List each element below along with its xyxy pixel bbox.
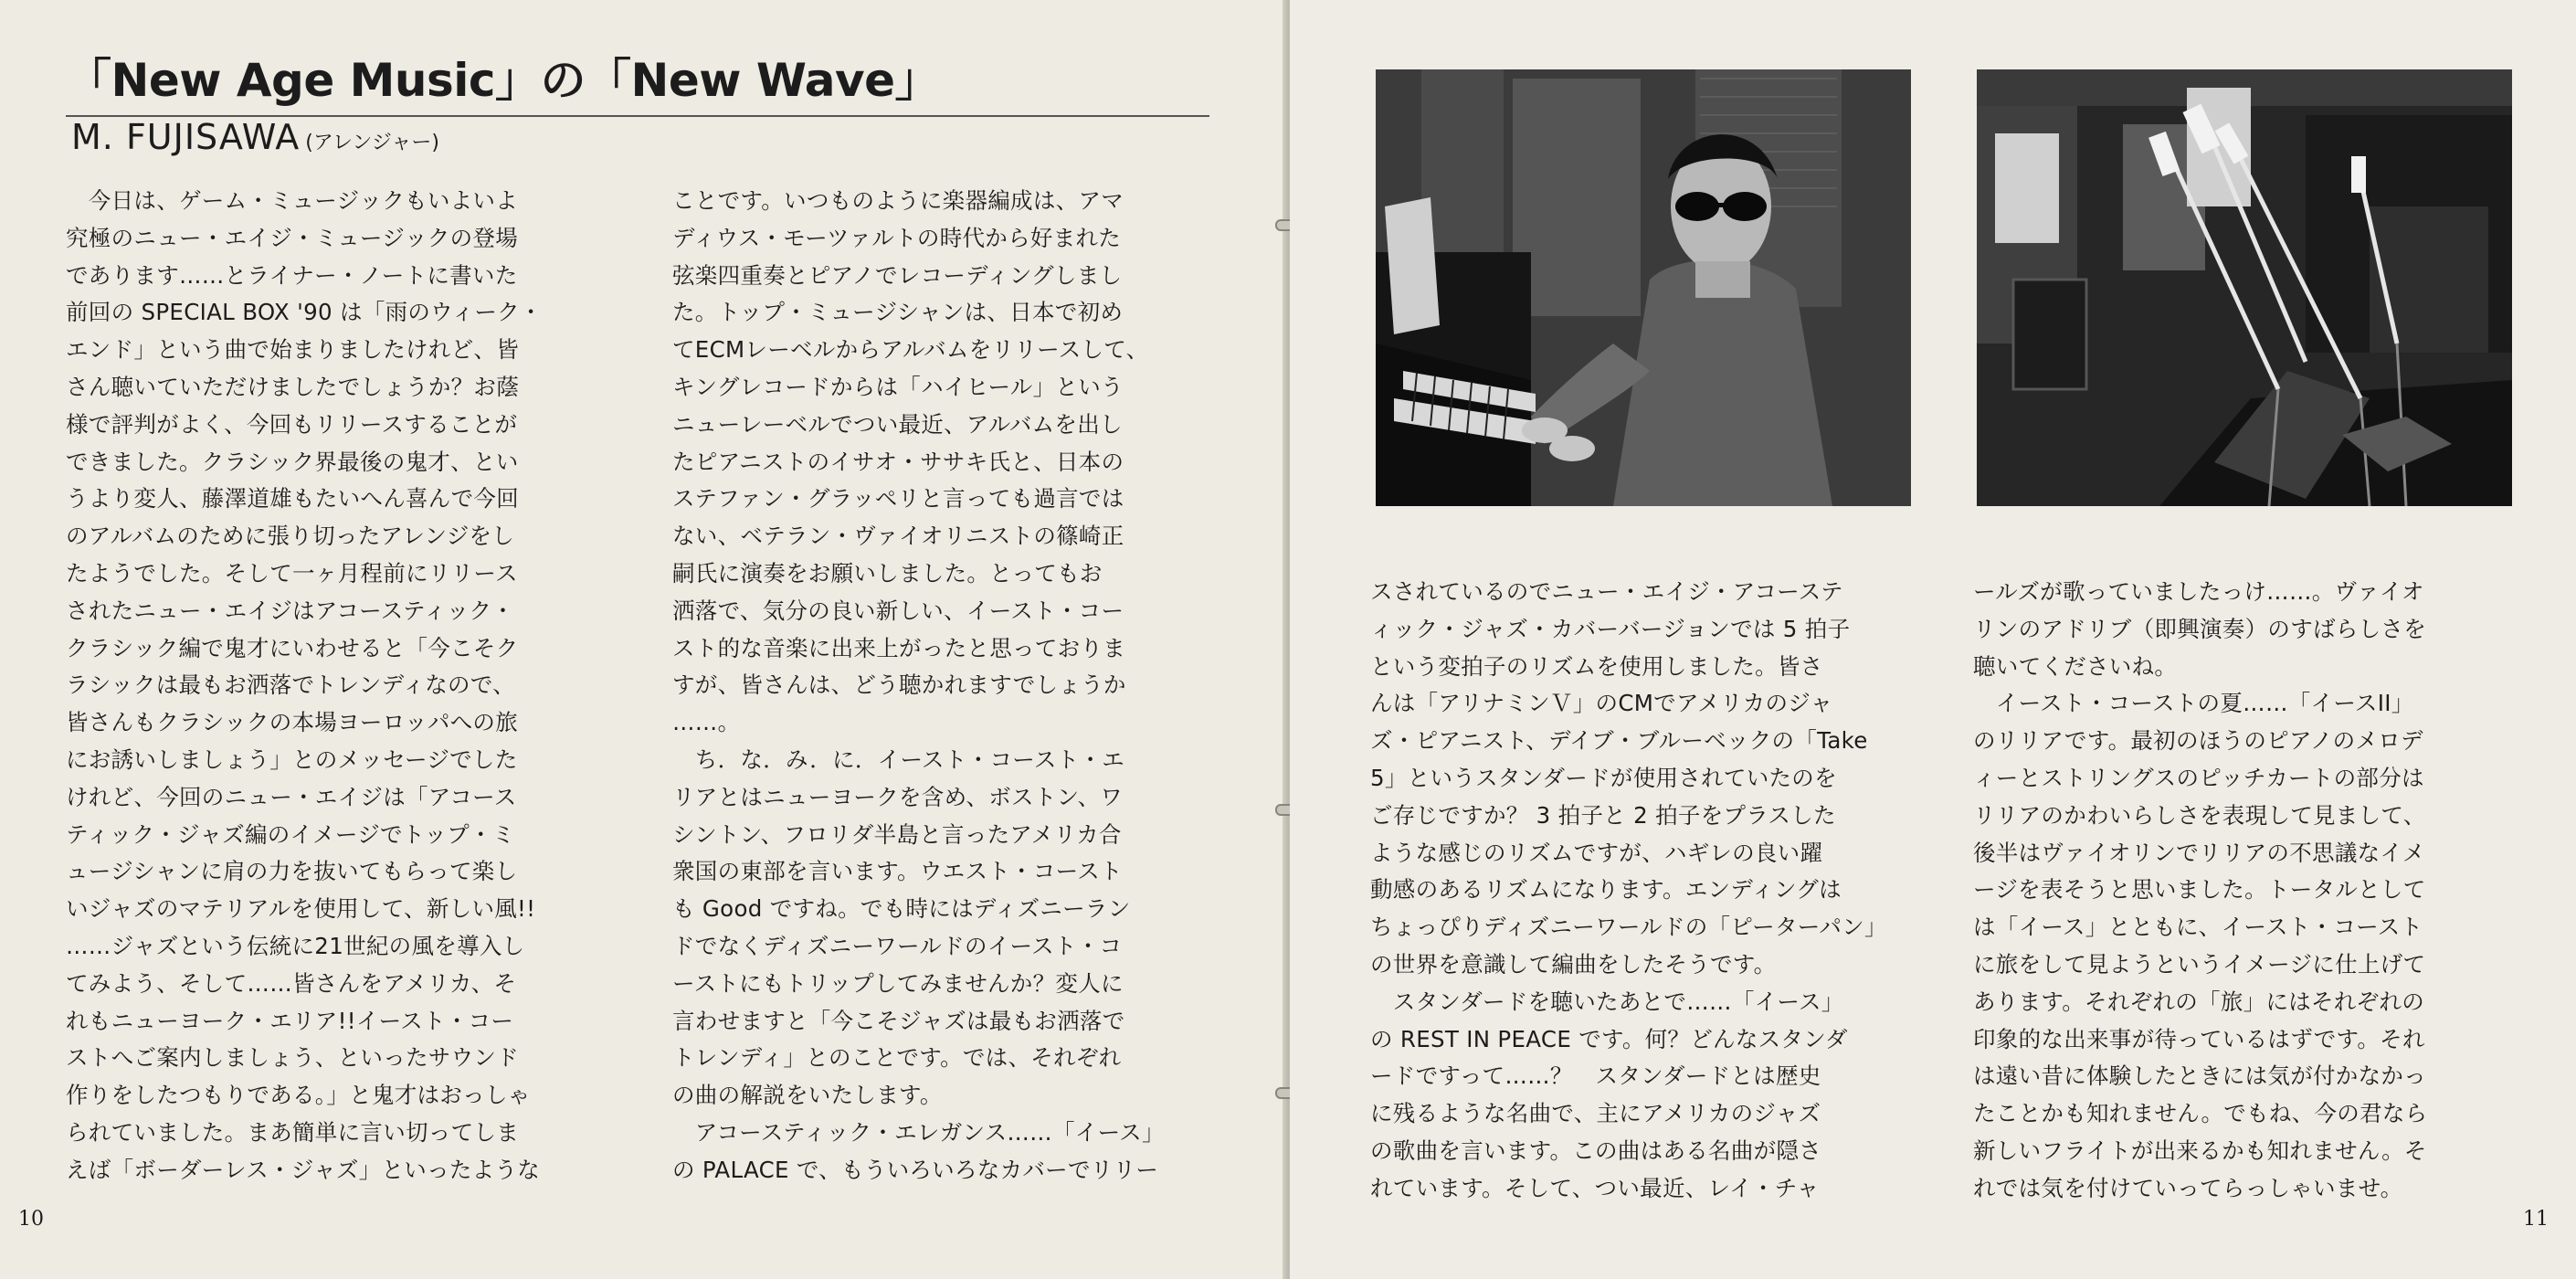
text-line: の曲の解説をいたします。 bbox=[672, 1082, 943, 1109]
text-column-1 bbox=[66, 183, 614, 1189]
author-name: M. FUJISAWA bbox=[71, 117, 301, 157]
text-line: ことです。いつものように楽器編成は、アマ bbox=[672, 187, 1124, 214]
text-line: の PALACE で、もういろいろなカバーでリリー bbox=[672, 1156, 1159, 1183]
text-line: 新しいフライトが出来るかも知れません。そ bbox=[1973, 1136, 2427, 1164]
text-line: れています。そして、つい最近、レイ・チャ bbox=[1370, 1174, 1820, 1201]
text-line: ィック・ジャズ・カバーバージョンでは 5 拍子 bbox=[1370, 615, 1851, 642]
text-line: できました。クラシック界最後の鬼才、とい bbox=[66, 448, 519, 475]
text-line: ドでなくディズニーワールドのイースト・コ bbox=[672, 932, 1123, 959]
text-line: の REST IN PEACE です。何？どんなスタンダ bbox=[1370, 1025, 1848, 1052]
text-line: ージを表そうと思いました。トータルとして bbox=[1973, 876, 2426, 904]
text-line: た。トップ・ミュージシャンは、日本で初め bbox=[672, 299, 1124, 326]
text-line: あります。それぞれの「旅」にはそれぞれの bbox=[1973, 988, 2425, 1015]
text-column-3 bbox=[1370, 574, 1918, 1208]
pianist-photo bbox=[1376, 69, 1911, 506]
text-line: スト的な音楽に出来上がったと思っておりま bbox=[672, 634, 1125, 661]
text-line: てみよう、そして……皆さんをアメリカ、そ bbox=[66, 969, 517, 997]
text-line: 衆国の東部を言います。ウエスト・コースト bbox=[672, 858, 1123, 885]
text-line: 印象的な出来事が待っているはずです。それ bbox=[1973, 1025, 2425, 1052]
text-line: という変拍子のリズムを使用しました。皆さ bbox=[1370, 652, 1823, 680]
text-line: スタンダードを聴いたあとで……「イース」 bbox=[1370, 988, 1844, 1015]
text-line: も Good ですね。でも時にはディズニーラン bbox=[672, 895, 1131, 923]
text-line: たようでした。そして一ヶ月程前にリリース bbox=[66, 559, 518, 587]
text-line: ードですって……？ スタンダードとは歴史 bbox=[1370, 1062, 1821, 1090]
text-line: リアとはニューヨークを含め、ボストン、ワ bbox=[672, 783, 1124, 810]
text-line: さん聴いていただけましたでしょうか？お蔭 bbox=[66, 373, 519, 400]
text-line: 作りをしたつもりである。」と鬼才はおっしゃ bbox=[66, 1082, 531, 1109]
text-line: ズ・ピアニスト、デイブ・ブルーベックの「Take bbox=[1370, 727, 1868, 755]
text-line: いジャズのマテリアルを使用して、新しい風!! bbox=[66, 895, 536, 923]
text-line: されたニュー・エイジはアコースティック・ bbox=[66, 597, 515, 624]
text-line: のリリアです。最初のほうのピアノのメロデ bbox=[1973, 727, 2423, 755]
text-line: の歌曲を言います。この曲はある名曲が隠さ bbox=[1370, 1136, 1822, 1164]
text-line: れもニューヨーク・エリア!!イースト・コー bbox=[66, 1007, 514, 1034]
text-line: ない、ベテラン・ヴァイオリニストの篠崎正 bbox=[672, 523, 1124, 550]
text-line: すが、皆さんは、どう聴かれますでしょうか bbox=[672, 671, 1126, 699]
text-line: 聴いてくださいね。 bbox=[1973, 652, 2178, 680]
text-line: うより変人、藤澤道雄もたいへん喜んで今回 bbox=[66, 485, 519, 513]
text-line: にお誘いしましょう」とのメッセージでした bbox=[66, 745, 518, 773]
studio-microphones-photo bbox=[1977, 69, 2512, 506]
text-line: 洒落で、気分の良い新しい、イースト・コー bbox=[672, 597, 1124, 624]
text-line: アコースティック・エレガンス……「イース」 bbox=[672, 1118, 1165, 1146]
text-line: 後半はヴァイオリンでリリアの不思議なイメ bbox=[1973, 839, 2425, 866]
text-line: れでは気を付けていってらっしゃいませ。 bbox=[1973, 1174, 2403, 1201]
text-line: リンのアドリブ（即興演奏）のすばらしさを bbox=[1973, 615, 2426, 642]
page-number-left: 10 bbox=[18, 1208, 44, 1231]
text-line: ストへご案内しましょう、といったサウンド bbox=[66, 1044, 519, 1072]
text-column-2 bbox=[672, 183, 1220, 1189]
author-line bbox=[71, 117, 439, 157]
text-line: 様で評判がよく、今回もリリースすることが bbox=[66, 410, 518, 438]
text-line: ールズが歌っていましたっけ……。ヴァイオ bbox=[1973, 578, 2424, 605]
text-line: ィーとストリングスのピッチカートの部分は bbox=[1973, 764, 2424, 791]
text-line: 今日は、ゲーム・ミュージックもいよいよ bbox=[66, 187, 519, 214]
text-line: ような感じのリズムですが、ハギレの良い躍 bbox=[1370, 839, 1823, 866]
text-line: けれど、今回のニュー・エイジは「アコース bbox=[66, 783, 517, 810]
text-line: 動感のあるリズムになります。エンディングは bbox=[1370, 876, 1842, 904]
text-line: たことかも知れません。でもね、今の君なら bbox=[1973, 1100, 2428, 1127]
text-line: ちょっぴりディズニーワールドの「ピーターパン」 bbox=[1370, 914, 1887, 941]
text-line: ステファン・グラッペリと言っても過言では bbox=[672, 485, 1124, 513]
text-line: であります……とライナー・ノートに書いた bbox=[66, 261, 518, 289]
text-line: 皆さんもクラシックの本場ヨーロッパへの旅 bbox=[66, 709, 519, 736]
text-line: てECMレーベルからアルバムをリリースして、 bbox=[672, 336, 1149, 364]
text-line: は遠い昔に体験したときには気が付かなかっ bbox=[1973, 1062, 2426, 1090]
text-line: ご存じですか？ 3 拍子と 2 拍子をプラスした bbox=[1370, 801, 1836, 829]
text-column-4 bbox=[1973, 574, 2521, 1208]
text-line: ディウス・モーツァルトの時代から好まれた bbox=[672, 224, 1122, 251]
text-line: シントン、フロリダ半島と言ったアメリカ合 bbox=[672, 820, 1122, 848]
left-page bbox=[0, 0, 1286, 1279]
text-line: 嗣氏に演奏をお願いしました。とってもお bbox=[672, 559, 1103, 587]
text-line: に旅をして見ようというイメージに仕上げて bbox=[1973, 950, 2426, 978]
text-line: んは「アリナミンＶ」のCMでアメリカのジャ bbox=[1370, 690, 1833, 717]
text-line: ……。 bbox=[672, 709, 741, 736]
text-line: スされているのでニュー・エイジ・アコーステ bbox=[1370, 578, 1843, 605]
text-line: たピアニストのイサオ・ササキ氏と、日本の bbox=[672, 448, 1124, 475]
text-line: 言わせますと「今こそジャズは最もお洒落で bbox=[672, 1007, 1125, 1034]
text-line: ち．な．み．に．イースト・コースト・エ bbox=[672, 745, 1125, 773]
text-line: の世界を意識して編曲をしたそうです。 bbox=[1370, 950, 1777, 978]
text-line: ュージシャンに肩の力を抜いてもらって楽し bbox=[66, 858, 518, 885]
text-line: ラシックは最もお洒落でトレンディなので、 bbox=[66, 671, 515, 699]
text-line: イースト・コーストの夏……「イースII」 bbox=[1973, 690, 2414, 717]
text-line: ーストにもトリップしてみませんか？変人に bbox=[672, 969, 1124, 997]
text-line: 弦楽四重奏とピアノでレコーディングしまし bbox=[672, 261, 1123, 289]
text-line: ティック・ジャズ編のイメージでトップ・ミ bbox=[66, 820, 515, 848]
text-line: クラシック編で鬼才にいわせると「今こそク bbox=[66, 634, 519, 661]
text-line: られていました。まあ簡単に言い切ってしま bbox=[66, 1118, 519, 1146]
text-line: 究極のニュー・エイジ・ミュージックの登場 bbox=[66, 224, 519, 251]
text-line: 前回の SPECIAL BOX '90 は「雨のウィーク・ bbox=[66, 299, 543, 326]
text-line: に残るような名曲で、主にアメリカのジャズ bbox=[1370, 1100, 1821, 1127]
text-line: のアルバムのために張り切ったアレンジをし bbox=[66, 523, 515, 550]
text-line: は「イース」とともに、イースト・コースト bbox=[1973, 914, 2423, 941]
text-line: エンド」という曲で始まりましたけれど、皆 bbox=[66, 336, 519, 364]
article-title: 「New Age Music」の「New Wave」 bbox=[66, 54, 941, 107]
text-line: キングレコードからは「ハイヒール」という bbox=[672, 373, 1124, 400]
page-number-right: 11 bbox=[2523, 1208, 2549, 1231]
text-line: えば「ボーダーレス・ジャズ」といったような bbox=[66, 1156, 541, 1183]
author-role: (アレンジャー) bbox=[305, 132, 440, 154]
text-line: ニューレーベルでつい最近、アルバムを出し bbox=[672, 410, 1123, 438]
text-line: ……ジャズという伝統に21世紀の風を導入し bbox=[66, 932, 525, 959]
text-line: 5」というスタンダードが使用されていたのを bbox=[1370, 764, 1837, 791]
text-line: トレンディ」とのことです。では、それぞれ bbox=[672, 1044, 1122, 1072]
text-line: リリアのかわいらしさを表現して見まして、 bbox=[1973, 801, 2426, 829]
